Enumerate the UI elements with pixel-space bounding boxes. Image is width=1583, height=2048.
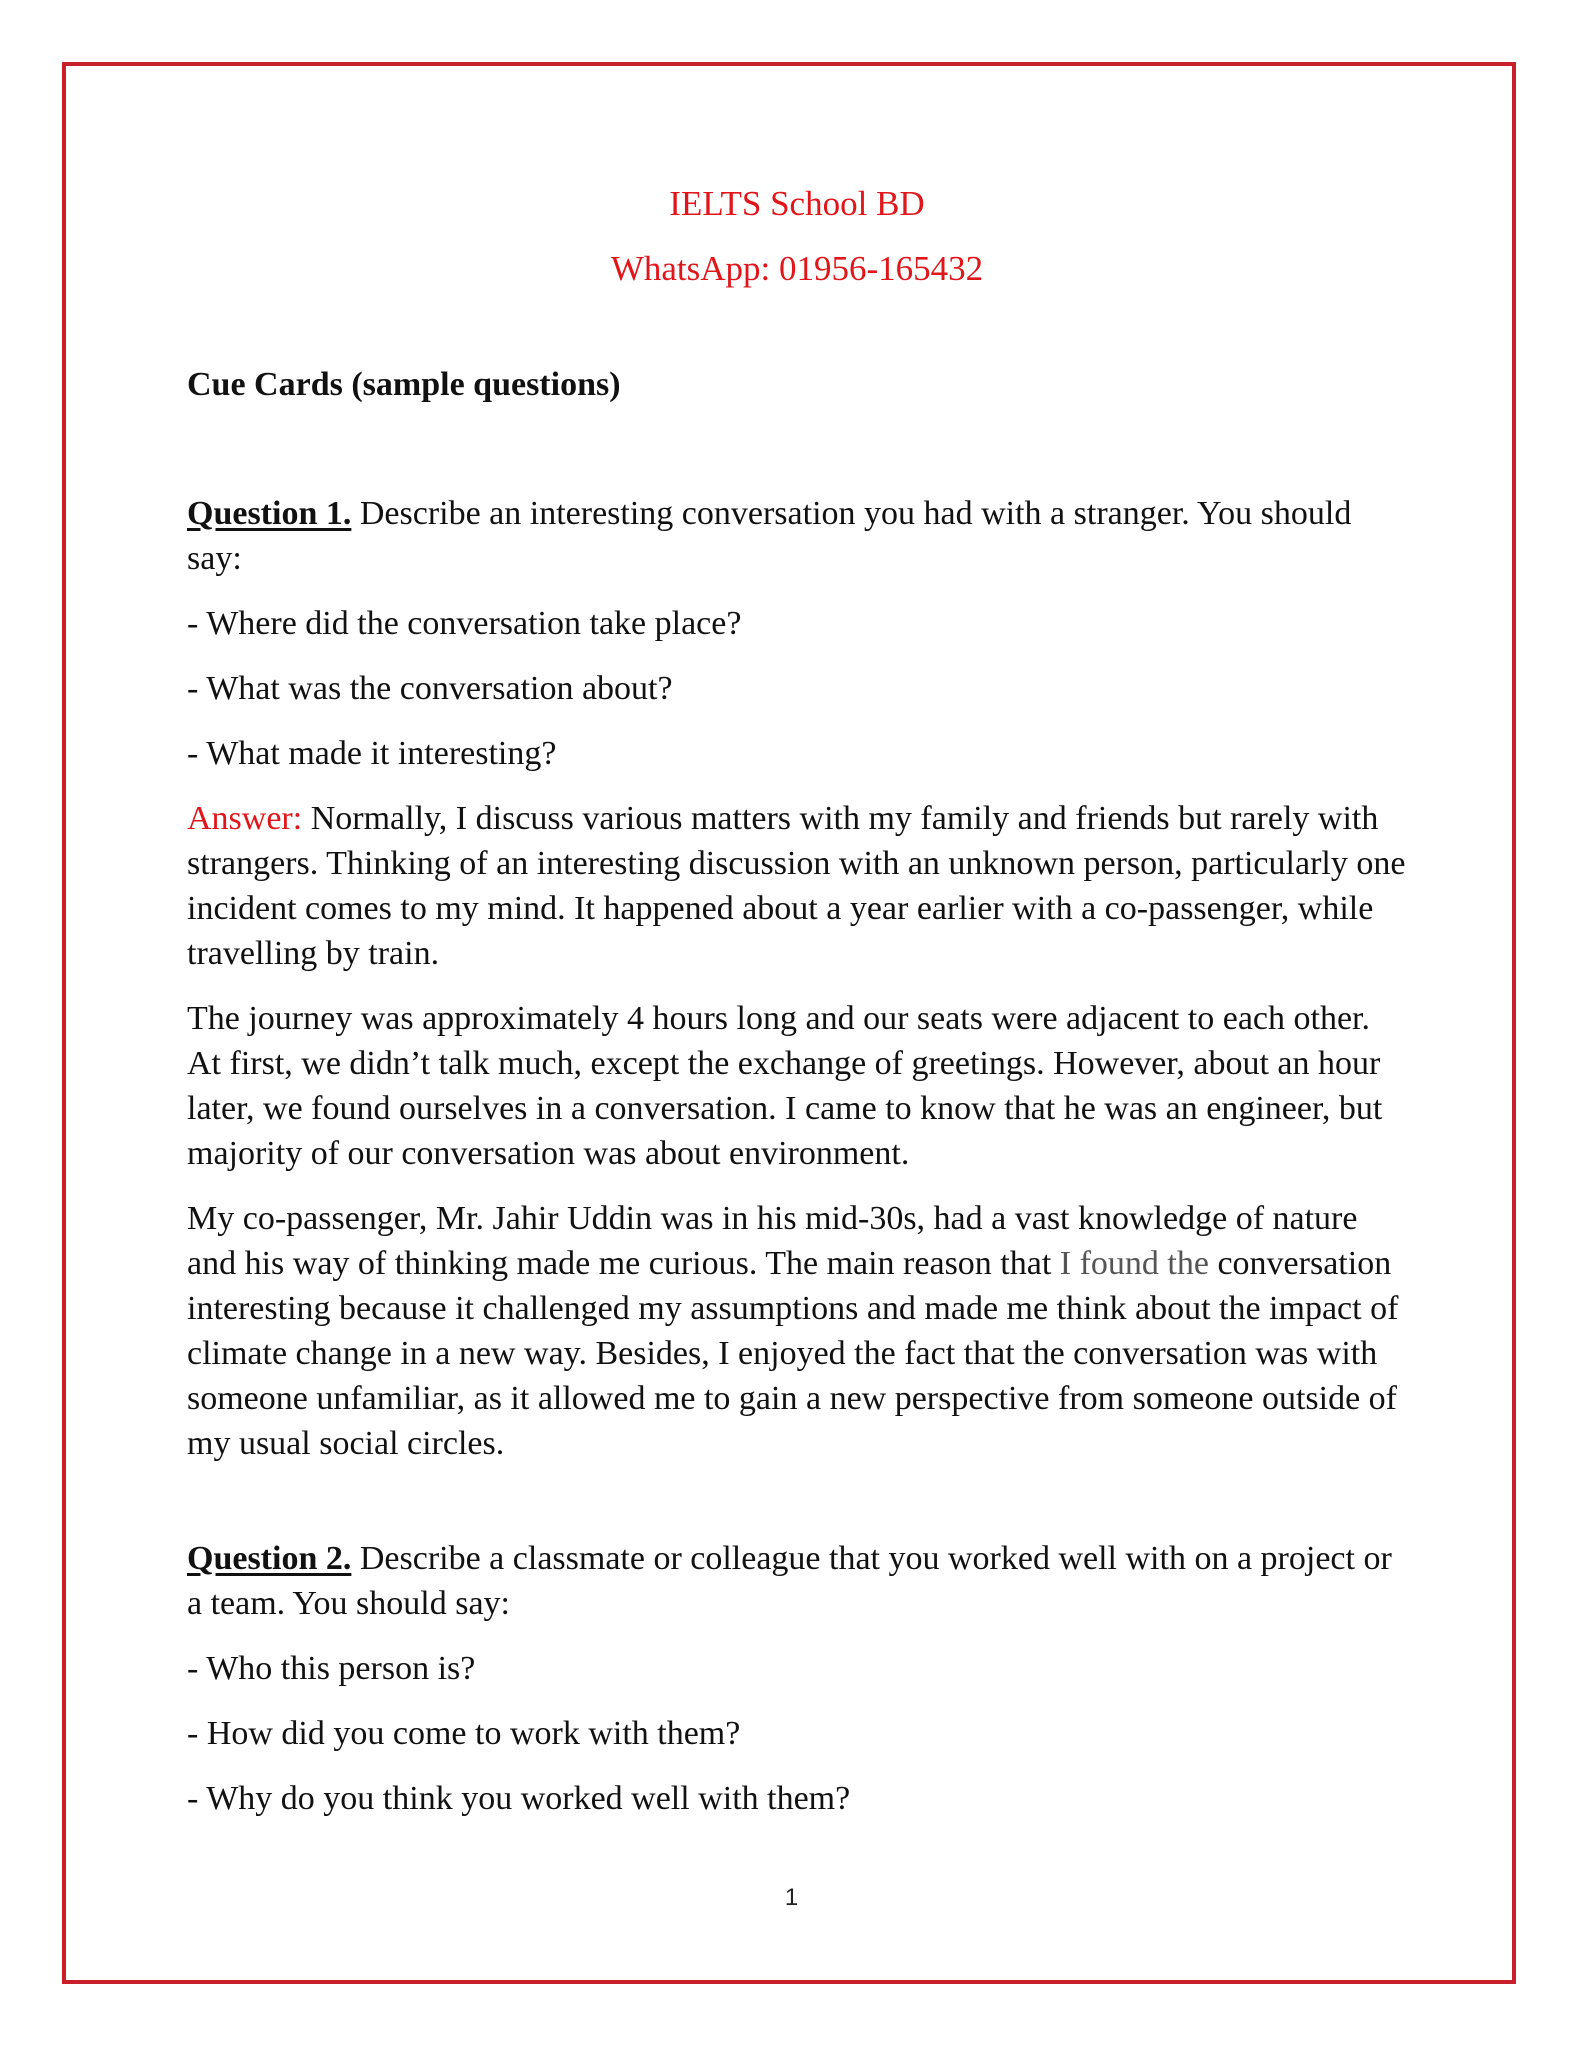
school-name: IELTS School BD [669, 184, 925, 223]
question-2-bullet: - Why do you think you worked well with them? [187, 1780, 851, 1817]
answer-text: My co-passenger, Mr. Jahir Uddin was in his mid-30s, had a vast knowledge of nature and his way of thinking made me curious. The main reason that [187, 1200, 1358, 1282]
question-1 [187, 491, 1407, 581]
question-2-bullet: - How did you come to work with them? [187, 1715, 741, 1752]
question-2-bullet: - Who this person is? [187, 1650, 476, 1687]
question-1-label: Question 1. [187, 495, 352, 532]
answer-paragraph-2: The journey was approximately 4 hours long and our seats were adjacent to each other. At first, we didn’t talk much, except the exchange of greetings. However, about an hour later, we found ourselves in a conversation. I came to know that he was an engineer, but majority of our conversation was about environment. [187, 1000, 1383, 1172]
answer-text: Normally, I discuss various matters with my family and friends but rarely with strangers. Thinking of an interesting discussion with an unknown person, particularly one incident comes to my mind. It happened about a year earlier with a co-passenger, while travelling by train. [187, 800, 1406, 972]
section-title: Cue Cards (sample questions) [187, 366, 621, 403]
question-2-label: Question 2. [187, 1540, 352, 1577]
document-content [187, 180, 1407, 1821]
question-1-prompt: Describe an interesting conversation you had with a stranger. You should say: [187, 495, 1352, 577]
question-1-bullet: - What made it interesting? [187, 735, 557, 772]
answer-text: conversation interesting because it challenged my assumptions and made me think about the impact of climate change in a new way. Besides, I enjoyed the fact that the conversation was with someone unfamiliar, as it allowed me to gain a new perspective from someone outside of my usual social circles. [187, 1245, 1399, 1462]
whatsapp-contact: WhatsApp: 01956-165432 [610, 249, 984, 288]
answer-label: Answer: [187, 800, 303, 837]
page-number: 1 [784, 1884, 799, 1911]
question-2 [187, 1536, 1407, 1626]
answer-text-gray: I found the [1059, 1245, 1209, 1282]
answer-paragraph-3 [187, 1196, 1407, 1466]
question-2-prompt: Describe a classmate or colleague that you worked well with on a project or a team. You should say: [187, 1540, 1392, 1622]
question-1-bullet: - What was the conversation about? [187, 670, 673, 707]
answer-paragraph-1 [187, 796, 1407, 976]
question-1-bullet: - Where did the conversation take place? [187, 605, 742, 642]
